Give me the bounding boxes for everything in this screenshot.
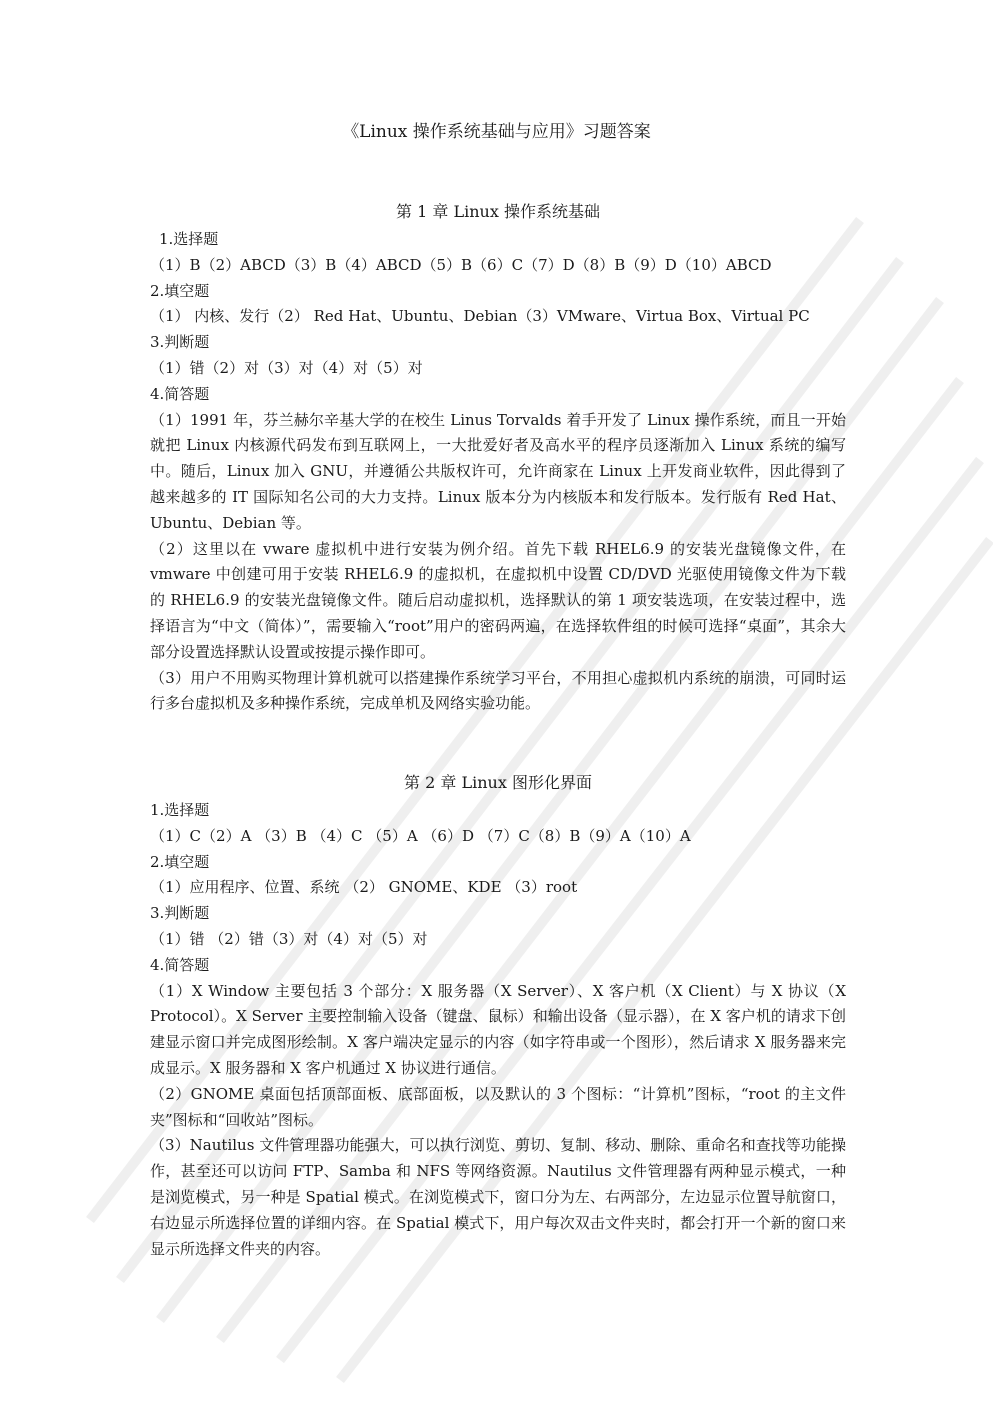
judge-answers: （1）错 （2）错（3）对（4）对（5）对 [150, 929, 428, 948]
chapter-2 [150, 771, 846, 1262]
document-title: 《Linux 操作系统基础与应用》习题答案 [342, 122, 651, 142]
short-answer-paragraph: （1）X Window 主要包括 3 个部分：X 服务器（X Server）、X 客户机（X Client）与 X 协议（X Protocol）。X Server 主要控制输入设备（键盘、鼠标）和输出设备（显示器），在 X 客户机的请求下创建显示窗口并完成图形绘制。X 客户端决定显示的内容（如字符串或一个图形），然后请求 X 服务器来完成显示。X 服务器和 X 客户机通过 X 协议进行通信。 [150, 981, 846, 1077]
fill-answers: （1） 内核、发行（2） Red Hat、Ubuntu、Debian（3）VMware、Virtua Box、Virtual PC [150, 307, 810, 326]
chapter-1 [150, 200, 846, 717]
short-answer-paragraph: （2）这里以在 vware 虚拟机中进行安装为例介绍。首先下载 RHEL6.9 的安装光盘镜像文件，在 vmware 中创建可用于安装 RHEL6.9 的虚拟机，在虚拟机中设置 CD/DVD 光驱使用镜像文件为下载的 RHEL6.9 的安装光盘镜像文件。随后启动虚拟机，选择默认的第 1 项安装选项，在安装过程中，选择语言为“中文（简体）”，需要输入“root”用户的密码两遍，在选择软件组的时候可选择“桌面”，其余大部分设置选择默认设置或按提示操作即可。 [150, 539, 846, 661]
short-answer-heading: 4.简答题 [150, 955, 210, 974]
fill-heading: 2.填空题 [150, 852, 210, 871]
chapter-title: 第 2 章 Linux 图形化界面 [404, 773, 592, 792]
short-answer-paragraph: （1）1991 年，芬兰赫尔辛基大学的在校生 Linus Torvalds 着手开发了 Linux 操作系统，而且一开始就把 Linux 内核源代码发布到互联网上，一大批爱好者及高水平的程序员逐渐加入 Linux 系统的编写中。随后，Linux 加入 GNU，并遵循公共版权许可，允许商家在 Linux 上开发商业软件，因此得到了越来越多的 IT 国际知名公司的大力支持。Linux 版本分为内核版本和发行版本。发行版有 Red Hat、Ubuntu、Debian 等。 [150, 410, 846, 532]
judge-heading: 3.判断题 [150, 904, 210, 923]
choice-heading: 1.选择题 [150, 801, 210, 819]
choice-answers: （1）C（2）A （3）B （4）C （5）A （6）D （7）C（8）B（9）A（10）A [150, 826, 691, 845]
short-answer-paragraph: （3）用户不用购买物理计算机就可以搭建操作系统学习平台，不用担心虚拟机内系统的崩溃，可同时运行多台虚拟机及多种操作系统，完成单机及网络实验功能。 [150, 668, 846, 713]
fill-heading: 2.填空题 [150, 281, 210, 300]
short-answer-paragraph: （3）Nautilus 文件管理器功能强大，可以执行浏览、剪切、复制、移动、删除、重命名和查找等功能操作，甚至还可以访问 FTP、Samba 和 NFS 等网络资源。Nautilus 文件管理器有两种显示模式，一种是浏览模式，另一种是 Spatial 模式。在浏览模式下，窗口分为左、右两部分，左边显示位置导航窗口，右边显示所选择位置的详细内容。在 Spatial 模式下，用户每次双击文件夹时，都会打开一个新的窗口来显示所选择文件夹的内容。 [150, 1136, 846, 1258]
choice-answers: （1）B（2）ABCD（3）B（4）ABCD（5）B（6）C（7）D（8）B（9）D（10）ABCD [150, 255, 772, 274]
short-answer-paragraph: （2）GNOME 桌面包括顶部面板、底部面板，以及默认的 3 个图标：“计算机”图标，“root 的主文件夹”图标和“回收站”图标。 [150, 1084, 846, 1129]
judge-answers: （1）错（2）对（3）对（4）对（5）对 [150, 358, 423, 377]
judge-heading: 3.判断题 [150, 333, 210, 352]
chapter-title: 第 1 章 Linux 操作系统基础 [396, 202, 600, 221]
choice-heading: 1.选择题 [159, 230, 219, 248]
fill-answers: （1）应用程序、位置、系统 （2） GNOME、KDE （3）root [150, 878, 578, 897]
short-answer-heading: 4.简答题 [150, 384, 210, 403]
